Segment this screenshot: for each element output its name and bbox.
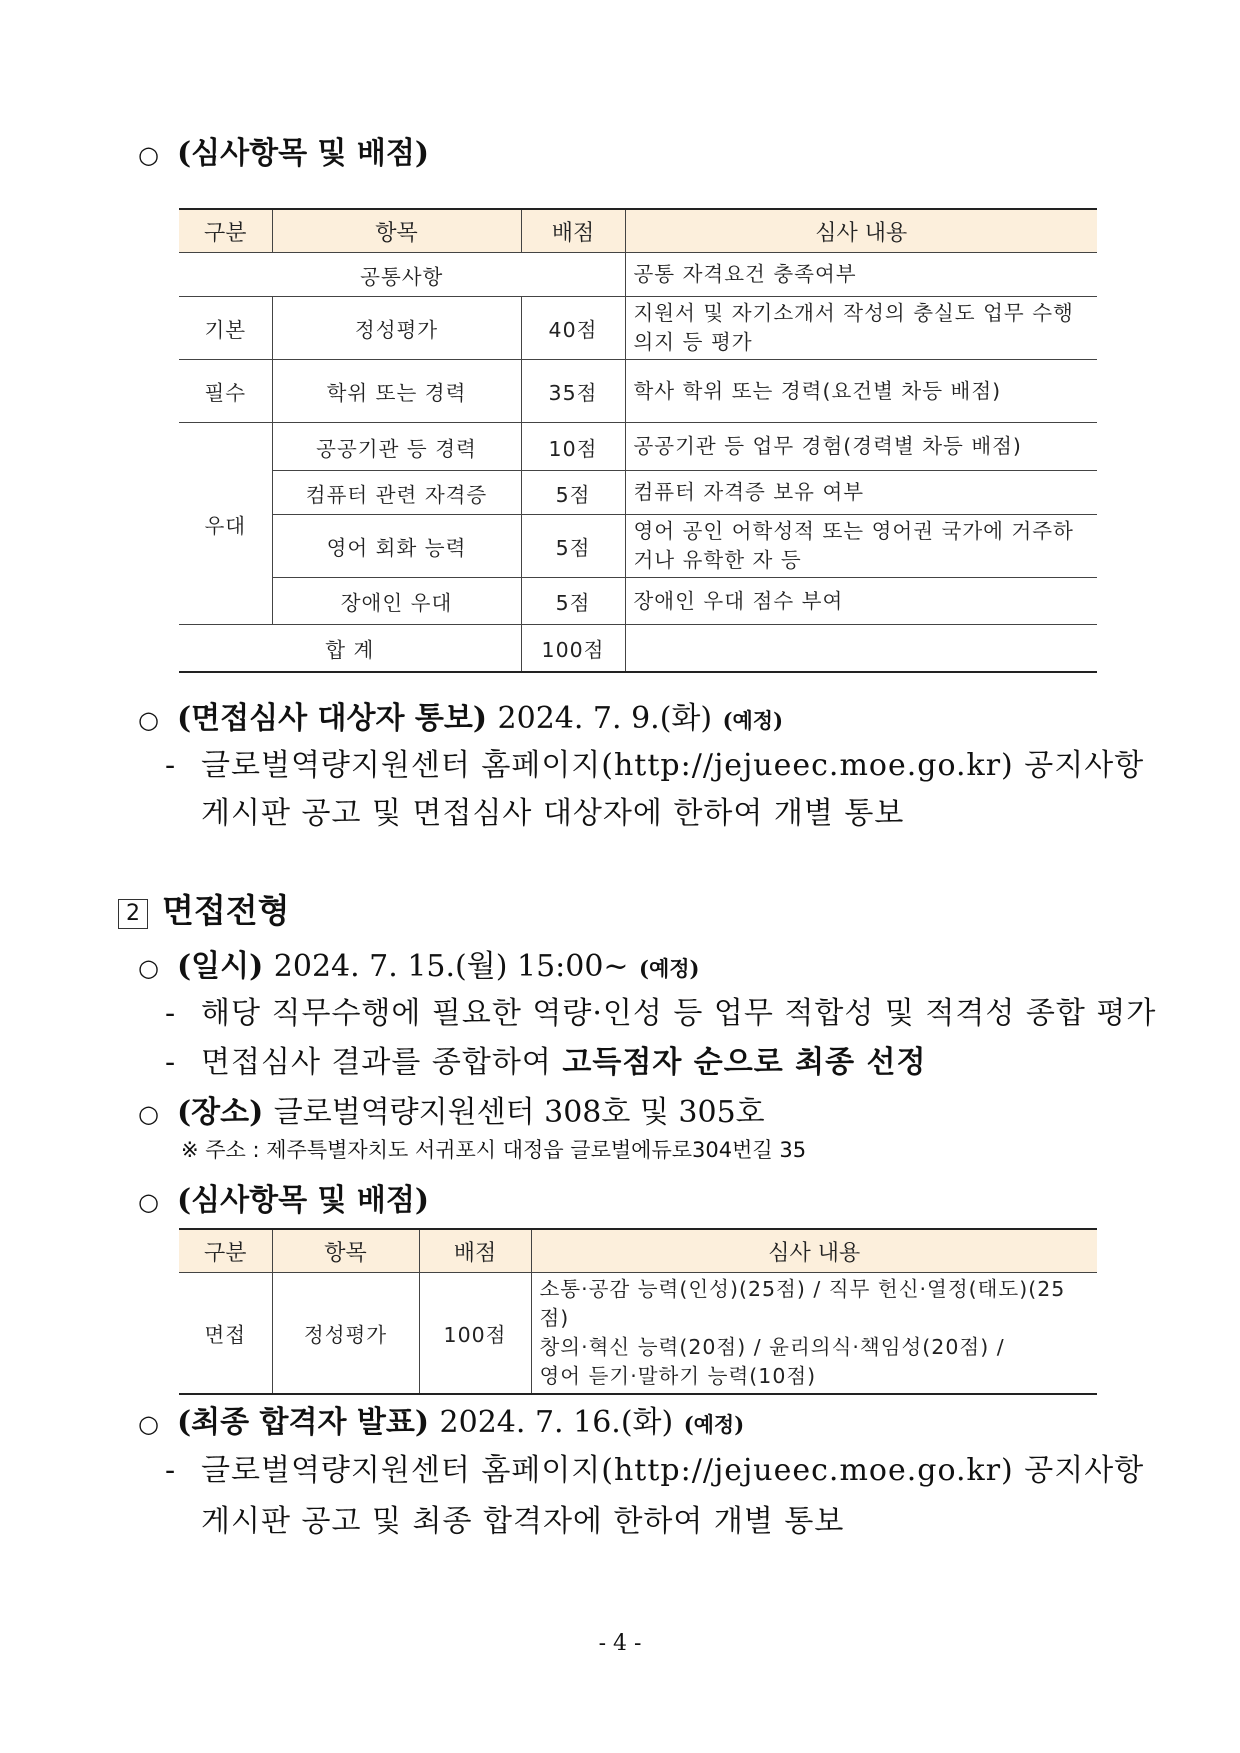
final-line-2: 게시판 공고 및 최종 합격자에 한하여 개별 통보 xyxy=(201,1504,845,1539)
preferred-item: 컴퓨터 관련 자격증 xyxy=(272,471,521,515)
criteria-heading-1-text: (심사항목 및 배점) xyxy=(176,136,430,171)
table-row xyxy=(179,423,1097,471)
interview-content-line-3: 영어 듣기·말하기 능력(10점) xyxy=(539,1364,817,1388)
final-line-1-text: 글로벌역량지원센터 홈페이지(http://jejueec.moe.go.kr) 공지사항 xyxy=(201,1453,1145,1488)
preferred-score: 5점 xyxy=(521,471,625,515)
table-row xyxy=(179,1273,1097,1395)
criteria-heading-2 xyxy=(138,1175,429,1219)
schedule-line-1-text: 해당 직무수행에 필요한 역량·인성 등 업무 적합성 및 적격성 종합 평가 xyxy=(201,996,1157,1031)
interview-content-line-2: 창의·혁신 능력(20점) / 윤리의식·책임성(20점) / xyxy=(539,1335,1005,1359)
dash-bullet: - xyxy=(165,748,177,783)
place-heading xyxy=(138,1087,765,1131)
header-content: 심사 내용 xyxy=(531,1229,1097,1273)
table-row xyxy=(179,515,1097,578)
bullet-circle: ○ xyxy=(138,1100,159,1128)
basic-score: 40점 xyxy=(521,297,625,360)
interview-score: 100점 xyxy=(419,1273,531,1395)
notice-heading xyxy=(138,693,783,737)
table-row xyxy=(179,471,1097,515)
schedule-heading xyxy=(138,941,699,985)
section-2-title xyxy=(118,885,290,932)
preferred-category: 우대 xyxy=(179,423,272,625)
notice-line-1 xyxy=(165,740,1144,784)
dash-bullet: - xyxy=(165,1453,177,1488)
final-note: (예정) xyxy=(683,1412,745,1437)
schedule-line-2 xyxy=(165,1037,927,1081)
bullet-circle: ○ xyxy=(138,706,159,734)
table-row xyxy=(179,297,1097,360)
schedule-heading-label: (일시) xyxy=(176,949,264,984)
header-category: 구분 xyxy=(179,1229,272,1273)
final-line-1 xyxy=(165,1445,1144,1489)
header-score: 배점 xyxy=(419,1229,531,1273)
preferred-item: 영어 회화 능력 xyxy=(272,515,521,578)
table-row xyxy=(179,578,1097,625)
interview-content-line-1: 소통·공감 능력(인성)(25점) / 직무 헌신·열정(태도)(25점) xyxy=(539,1277,1066,1330)
schedule-line-2-prefix: 면접심사 결과를 종합하여 xyxy=(201,1045,552,1080)
notice-date: 2024. 7. 9.(화) xyxy=(497,701,713,736)
bullet-circle: ○ xyxy=(138,954,159,982)
section-number-box: 2 xyxy=(118,899,148,929)
total-content xyxy=(625,625,1097,672)
header-item: 항목 xyxy=(272,1229,419,1273)
notice-line-1-text: 글로벌역량지원센터 홈페이지(http://jejueec.moe.go.kr) 공지사항 xyxy=(201,748,1145,783)
notice-heading-label: (면접심사 대상자 통보) xyxy=(176,701,488,736)
notice-line-2: 게시판 공고 및 면접심사 대상자에 한하여 개별 통보 xyxy=(201,796,905,831)
total-score: 100점 xyxy=(521,625,625,672)
interview-category: 면접 xyxy=(179,1273,272,1395)
table-header-row xyxy=(179,209,1097,253)
schedule-line-2-emphasis: 고득점자 순으로 최종 선정 xyxy=(562,1045,927,1080)
schedule-line-1 xyxy=(165,988,1156,1032)
table-total-row xyxy=(179,625,1097,672)
final-heading xyxy=(138,1397,744,1441)
preferred-score: 5점 xyxy=(521,578,625,625)
preferred-content: 컴퓨터 자격증 보유 여부 xyxy=(625,471,1097,515)
page-number: - 4 - xyxy=(598,1631,642,1656)
header-score: 배점 xyxy=(521,209,625,253)
table-row xyxy=(179,360,1097,423)
basic-content: 지원서 및 자기소개서 작성의 충실도 업무 수행의지 등 평가 xyxy=(625,297,1097,360)
preferred-item: 장애인 우대 xyxy=(272,578,521,625)
table-header-row xyxy=(179,1229,1097,1273)
preferred-content: 영어 공인 어학성적 또는 영어권 국가에 거주하거나 유학한 자 등 xyxy=(625,515,1097,578)
basic-item: 정성평가 xyxy=(272,297,521,360)
required-item: 학위 또는 경력 xyxy=(272,360,521,423)
interview-item: 정성평가 xyxy=(272,1273,419,1395)
criteria-table-2 xyxy=(179,1228,1097,1395)
header-category: 구분 xyxy=(179,209,272,253)
notice-note: (예정) xyxy=(722,708,784,733)
header-content: 심사 내용 xyxy=(625,209,1097,253)
bullet-circle: ○ xyxy=(138,1188,159,1216)
criteria-table-1 xyxy=(179,208,1097,673)
basic-category: 기본 xyxy=(179,297,272,360)
place-value: 글로벌역량지원센터 308호 및 305호 xyxy=(273,1095,765,1130)
preferred-score: 5점 xyxy=(521,515,625,578)
criteria-heading-2-text: (심사항목 및 배점) xyxy=(176,1183,430,1218)
preferred-score: 10점 xyxy=(521,423,625,471)
common-content: 공통 자격요건 충족여부 xyxy=(625,253,1097,297)
dash-bullet: - xyxy=(165,996,177,1031)
schedule-value: 2024. 7. 15.(월) 15:00~ xyxy=(273,949,629,984)
header-item: 항목 xyxy=(272,209,521,253)
address-note: ※ 주소 : 제주특별자치도 서귀포시 대정읍 글로벌에듀로304번길 35 xyxy=(181,1138,807,1162)
preferred-content: 장애인 우대 점수 부여 xyxy=(625,578,1097,625)
schedule-note: (예정) xyxy=(639,956,700,981)
criteria-heading-1 xyxy=(138,128,429,172)
final-date: 2024. 7. 16.(화) xyxy=(439,1405,674,1440)
place-heading-label: (장소) xyxy=(176,1095,264,1130)
section-2-title-text: 면접전형 xyxy=(162,891,290,930)
required-score: 35점 xyxy=(521,360,625,423)
common-label: 공통사항 xyxy=(179,253,625,297)
final-heading-label: (최종 합격자 발표) xyxy=(176,1405,430,1440)
bullet-circle: ○ xyxy=(138,141,159,169)
required-content: 학사 학위 또는 경력(요건별 차등 배점) xyxy=(625,360,1097,423)
dash-bullet: - xyxy=(165,1045,177,1080)
required-category: 필수 xyxy=(179,360,272,423)
interview-content xyxy=(531,1273,1097,1395)
preferred-content: 공공기관 등 업무 경험(경력별 차등 배점) xyxy=(625,423,1097,471)
table-row xyxy=(179,253,1097,297)
preferred-item: 공공기관 등 경력 xyxy=(272,423,521,471)
total-label: 합 계 xyxy=(179,625,521,672)
bullet-circle: ○ xyxy=(138,1410,159,1438)
